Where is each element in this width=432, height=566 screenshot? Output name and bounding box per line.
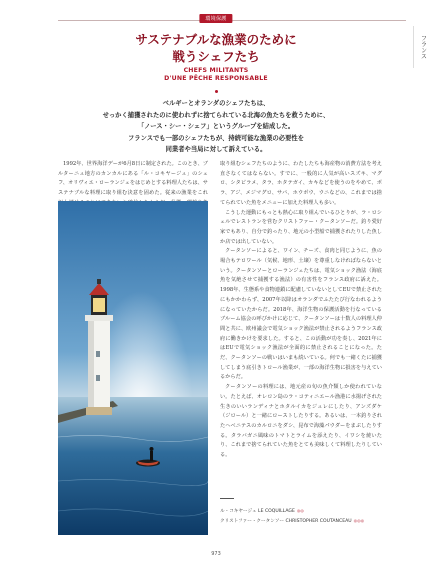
lead-paragraph	[0, 98, 432, 156]
rating-symbols: ◎◎	[296, 508, 304, 513]
body-paragraph: クータンソーによると、ワイン、チーズ、食肉と同じように、魚の場合もテロワール（気候、地形、土壌）を尊重しなければならないという。クータンソーとローランジェたちは、電気ショック漁法（海底魚を気絶させて捕獲する漁法）の有害性をフランス政府に訴えた。1998年、生態系や食物連鎖に配慮していないとしてEUで禁止されたにもかかわらず、2007年以降はオランダでふたたび行なわれるようになっていたからだ。2018年、海洋生物の保護活動を行なっているブルーム協会の呼びかけに応じて、クータンソーは十数人の料理人仲間と共に、欧州議会で電気ショック漁法が禁止されるようフランス政府に働きかけを要求した。すると、この活動が功を奏し、2021年にはEUで電気ショック漁法が全面的に禁止されることになった。ただ、クータンソーの戦いはいまも続いている。何でも一緒くたに捕獲してしまう底引きトロール漁業が、一部の海洋生物に損害を与えているからだ。	[220, 248, 382, 381]
separator-dot	[215, 90, 218, 93]
lighthouse-photo	[58, 201, 208, 535]
subtitle-line: D'UNE PÊCHE RESPONSABLE	[164, 75, 268, 82]
credit-text: ル・コキヤージュ LE COQUILLAGE	[220, 509, 295, 514]
title-line: 戦うシェフたち	[172, 49, 260, 64]
credits-rule	[220, 498, 234, 499]
body-column-right	[220, 160, 382, 461]
page-number: 973	[211, 551, 221, 557]
lead-line: 同業者や当局に対して訴えている。	[165, 146, 267, 154]
body-paragraph: クータンソーの料理には、地元産の旬の魚介類しか使われていない。たとえば、オレロン島のラ・コティニエール漁港に水揚げされた生きのいいランディナとホタルイカをジュレにしたり、アンズダケ（ジロール）と一緒にローストしたりする。あるいは、一本釣りされたヘベニテスのカルロニをダシ、昆布で海藻パウダーをまぶしたりする。タラバガニ風味のトマトとライムを添えたり、イワシを焼いたり、これまで捨てられていた魚をとても美味しくて料理したりしている。	[220, 384, 382, 459]
title-line: サステナブルな漁業のために	[135, 32, 297, 47]
rating-symbols: ◎◎◎	[353, 518, 365, 523]
credit-line	[220, 516, 364, 526]
subtitle-line: CHEFS MILITANTS	[183, 67, 249, 74]
lead-line: フランスでも一部のシェフたちが、持続可能な漁業の必要性を	[128, 134, 304, 142]
category-badge: 環境保護	[199, 14, 232, 23]
body-paragraph: こうした運動にもっとも熱心に取り組んでいるひとりが、ラ・ロシェルでレストランを営むクリストファー・クータンソーだ。釣り愛好家でもあり、自分で釣ったり、地元の小型船で捕獲されたりした魚しか店では出していない。	[220, 209, 382, 245]
body-paragraph: 1992年、世界海洋デーが6月8日に制定された。このとき、ブルターニュ地方のカンカルにある「ル・コキヤージュ」のシェフ、オリヴィエ・ローランジェをはじめとする料理人たちは、サステナブルな料理に取り組む決意を固めた。従来の漁業をこれ	[58, 161, 208, 197]
lead-line: 「ノース・シー・シェフ」というグループを結成した。	[137, 123, 295, 131]
body-paragraph: 取り組むシェフたちのように、わたしたちも海産物の消費方法を考え直さなくてはならない。すでに、一般的に人気が高いスズキ、マグロ、シタビラメ、タラ、ホタテガイ、カキなどを使うのをやめて、ボラ、アジ、メジマグロ、サバ、ホウボウ、ウニなどの、これまでは捨てられていた魚をメニューに加えた料理人も多い。	[220, 161, 382, 206]
credits-block	[220, 506, 364, 526]
article-title	[0, 31, 432, 65]
lead-line: ベルギーとオランダのシェフたちは、	[162, 100, 270, 107]
credit-line	[220, 506, 364, 516]
credit-text: クリストファー・クータンソー CHRISTOPHER COUTANCEAU	[220, 519, 352, 524]
lead-line: せっかく捕獲されたのに使われずに捨てられている北海の魚たちを救うために、	[102, 111, 330, 119]
section-side-tab-label: フランス	[419, 35, 427, 59]
article-subtitle	[0, 67, 432, 83]
